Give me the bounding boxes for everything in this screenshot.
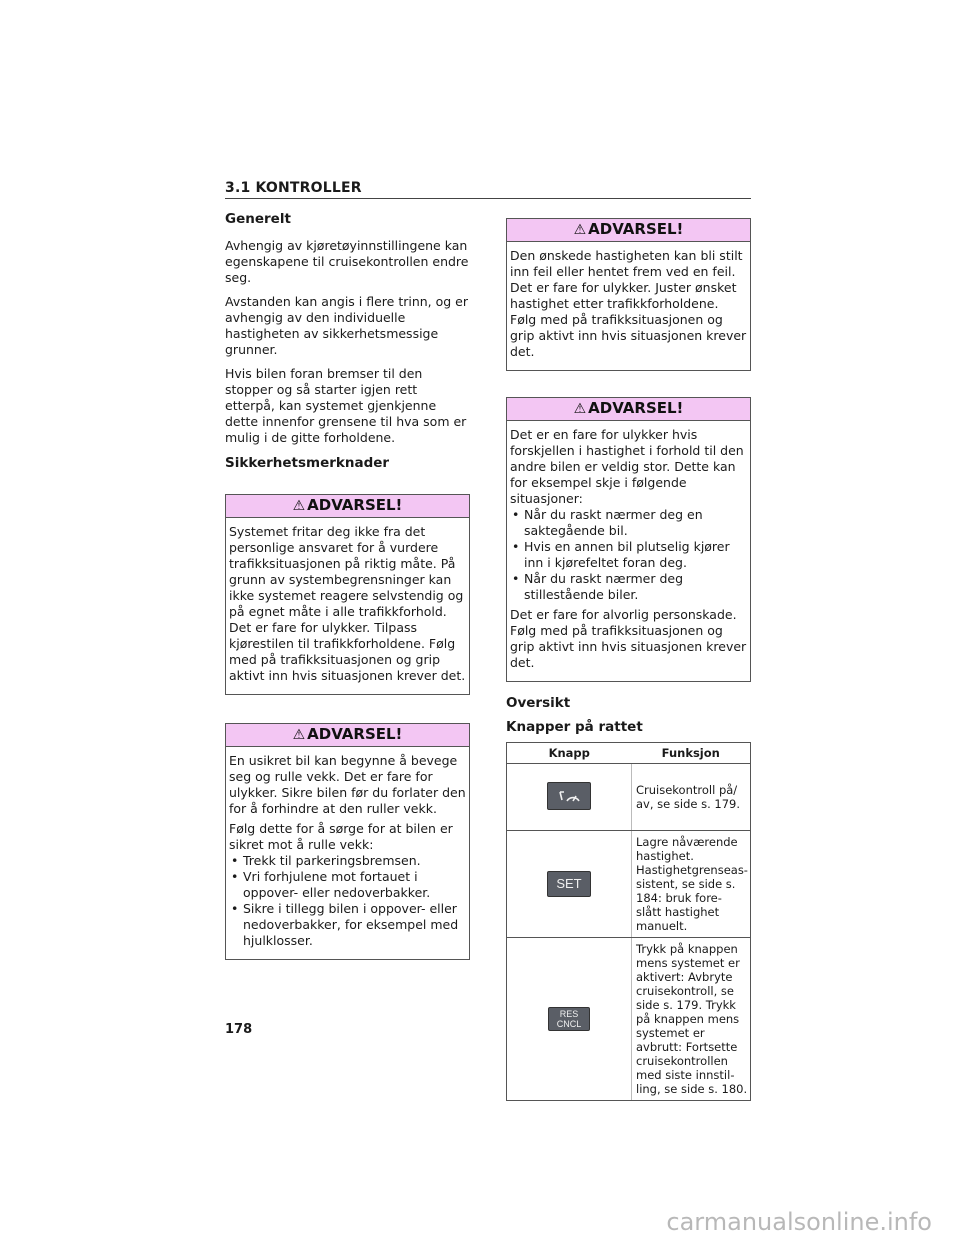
warning-triangle-icon: ⚠: [573, 222, 587, 238]
set-button: SET: [547, 871, 591, 897]
watermark: carmanualsonline.info: [666, 1208, 932, 1236]
warning-header: [507, 398, 750, 421]
res-cncl-button: [548, 1007, 590, 1031]
key-cell: [507, 938, 632, 1101]
warning-triangle-icon: ⚠: [573, 401, 587, 417]
general-paragraph-3: Hvis bilen foran bremser til den stopper og så starter igjen rett etterpå, kan systemet gjenkjenne dette innenfor grensene til hva som er mulig i de gitte forholdene.: [225, 366, 467, 445]
page-number: 178: [225, 1022, 253, 1037]
warning-header: [226, 495, 469, 518]
warning-title: ADVARSEL!: [588, 220, 684, 238]
table-row: [507, 938, 751, 1101]
warning-text: Den ønskede hastigheten kan bli stilt inn feil eller hentet frem ved en feil. Det er fare for ulykker. Juster ønsket hastighet etter trafikkforholdene. Følg med på trafikksituasjonen og grip aktivt inn hvis situasjonen krever det.: [510, 248, 747, 359]
function-cell: Cruisekontroll på/ av, se side s. 179.: [632, 764, 751, 831]
warning-triangle-icon: ⚠: [292, 727, 306, 743]
list-item: • Vri forhjulene mot fortauet i oppover- eller nedoverbakker.: [229, 869, 466, 901]
warning-title: ADVARSEL!: [588, 399, 684, 417]
section-header: 3.1 KONTROLLER: [225, 180, 362, 196]
column-header-key: Knapp: [507, 743, 632, 764]
warning-triangle-icon: ⚠: [292, 498, 306, 514]
list-item: • Hvis en annen bil plutselig kjører inn i kjørefeltet foran deg.: [510, 539, 747, 571]
section-rule: [225, 198, 751, 199]
left-column: [225, 210, 470, 960]
warning-text: Følg dette for å sørge for at bilen er sikret mot å rulle vekk:: [229, 821, 453, 852]
warning-title: ADVARSEL!: [307, 496, 403, 514]
cncl-label: CNCL: [556, 1019, 582, 1029]
list-item: • Når du raskt nærmer deg en saktegående bil.: [510, 507, 747, 539]
heading-overview: Oversikt: [506, 695, 571, 711]
warning-box-2: [225, 723, 470, 960]
warning-text: Det er fare for alvorlig personskade. Følg med på trafikksituasjonen og grip aktivt inn hvis situasjonen krever det.: [510, 607, 747, 670]
warning-text: En usikret bil kan begynne å bevege seg og rulle vekk. Det er fare for ulykker. Sikre bilen før du forlater den for å forhindre at den ruller vekk.: [229, 753, 466, 816]
heading-general: Generelt: [225, 211, 291, 227]
table-header-row: [507, 743, 751, 764]
key-cell: [507, 764, 632, 831]
table-row: [507, 831, 751, 938]
function-cell: Trykk på knappen mens systemet er aktivert: Avbryte cruisekontroll, se side s. 179. Trykk på knappen mens systemet er avbrutt: Fortsette cruisekontrollen med siste innstil- ling, se side s. 180.: [632, 938, 751, 1101]
warning-header: [226, 724, 469, 747]
table-row: [507, 764, 751, 831]
warning-box-1: [225, 494, 470, 695]
warning-title: ADVARSEL!: [307, 725, 403, 743]
list-item: • Når du raskt nærmer deg stillestående biler.: [510, 571, 747, 603]
cruise-control-icon: [548, 783, 590, 809]
heading-buttons: Knapper på rattet: [506, 719, 643, 735]
warning-bullet-list: [510, 507, 747, 603]
warning-box-3: [506, 218, 751, 371]
warning-box-4: [506, 397, 751, 682]
general-paragraph-2: Avstanden kan angis i flere trinn, og er avhengig av den individuelle hastigheten av sikkerhetsmessige grunner.: [225, 294, 469, 357]
key-cell: [507, 831, 632, 938]
column-header-function: Funksjon: [632, 743, 751, 764]
function-cell: Lagre nåværende hastighet. Hastighetgrenseas- sistent, se side s. 184: bruk fore- slått hastighet manuelt.: [632, 831, 751, 938]
warning-text: Systemet fritar deg ikke fra det personlige ansvaret for å vurdere trafikksituasjonen på riktig måte. På grunn av systembegrensninger kan ikke systemet reagere selvstendig og på egnet måte i alle trafikkforhold. Det er fare for ulykker. Tilpass kjørestilen til trafikkforholdene. Følg med på trafikksituasjonen og grip aktivt inn hvis situasjonen krever det.: [229, 524, 466, 683]
list-item: • Trekk til parkeringsbremsen.: [229, 853, 466, 869]
warning-header: [507, 219, 750, 242]
res-label: RES: [559, 1009, 579, 1019]
heading-safety: Sikkerhetsmerknader: [225, 455, 390, 471]
cruise-control-button: [547, 782, 591, 810]
buttons-table: [506, 742, 751, 1101]
warning-text: Det er en fare for ulykker hvis forskjellen i hastighet i forhold til den andre bilen er veldig stor. Dette kan for eksempel skje i følgende situasjoner:: [510, 427, 744, 506]
list-item: • Sikre i tillegg bilen i oppover- eller nedoverbakker, for eksempel med hjulklosser.: [229, 901, 466, 949]
general-paragraph-1: Avhengig av kjøretøyinnstillingene kan egenskapene til cruisekontrollen endre seg.: [225, 238, 469, 285]
warning-bullet-list: [229, 853, 466, 949]
right-column: [506, 218, 751, 1101]
